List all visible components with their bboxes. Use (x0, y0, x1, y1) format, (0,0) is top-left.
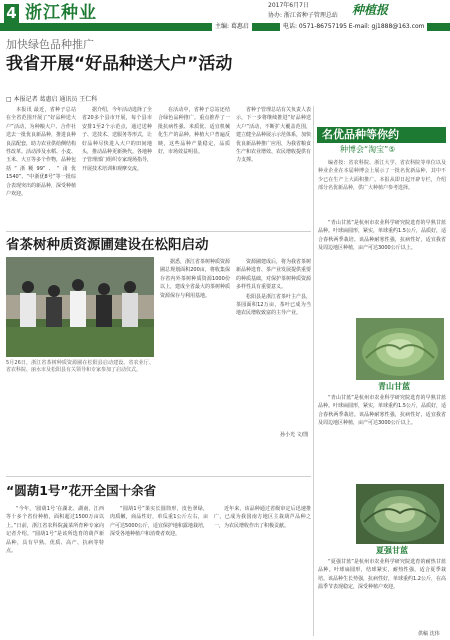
article-paragraph: 本报讯 最近，省种子总站在全省范围开展了“好品种送大户”活动，为种粮大户、合作社送去一批优良新品种，推进良种良法配套，助力农业供给侧结构性改革。活动涉及水稻、小麦、玉米、大豆等多个作物，品种包括“浙粳99”、“甬优1540”、“中浙优8号”等一批综合表现突出的新品种，深受种植户欢迎。 (6, 107, 76, 198)
article-paragraph: 据介绍，今年活动选择了全省20多个县市开展，每个县市安排1至2个示范点，通过送种子、送技术、送服务等形式，让好品种尽快进入大户的田间地头，推动品种更新换代。各地种子管理部门组织专家现场指导，开展技术培训和观摩交流。 (82, 107, 152, 172)
variety-1-more (318, 394, 446, 482)
article-paragraph: 省种子管理总站有关负责人表示，下一步将继续推进“好品种送大户”活动，不断扩大覆盖范围，建立健全品种展示示范体系，加快优良新品种推广应用，为我省粮食生产和农业增效、农民增收提供有力支撑。 (236, 107, 311, 164)
variety-text: “夏强甘蓝”是杭州市农业科学研究院选育的耐热甘蓝品种。叶球扁圆形，结球紧实，耐热性强，适合夏季栽培。该品种生长势强，抗病性好，单球重约1.2公斤，在高温季节表现稳定，深受种植户欢迎。 (318, 559, 446, 591)
main-column-1 (6, 106, 76, 228)
section3-column-2 (110, 505, 208, 635)
paper-name: 种植报 (352, 3, 389, 17)
cabbage-photo-2 (356, 484, 444, 544)
column-divider (313, 106, 314, 636)
page-number: 4 (4, 4, 19, 23)
article-paragraph: 松阳县是浙江省茶叶主产县，茶园面积12万亩，茶叶已成为当地农民增收致富的主导产业。 (236, 293, 311, 317)
section2-headline: 省茶树种质资源圃建设在松阳启动 (6, 237, 209, 253)
variety-1-text (318, 219, 446, 319)
variety-2-text (318, 558, 446, 630)
variety-text: “青山甘蓝”是杭州市农业科学研究院选育的早熟甘蓝品种。叶球扁圆形，紧实，单球重约1.5公斤，品质好，适合春秋两季栽培。该品种耐寒性强，抗病性好，适宜我省及周边地区种植，亩产可达3000公斤以上。 (318, 395, 446, 427)
section-divider (6, 231, 311, 232)
co-organizer: 协办: 浙江省种子管理总站 (268, 12, 338, 19)
editor: 主编: 葛惠启 (212, 22, 252, 31)
sidebar-intro (318, 159, 446, 215)
sidebar-title: 名优品种等你约 (317, 127, 446, 143)
photo-caption: 5月26日，浙江省茶树种质资源圃在松阳县启动建设。省农业厅、省农科院、丽水市及松阳县有关领导和专家参加了启动仪式。 (6, 360, 154, 373)
cabbage-photo-1 (356, 318, 444, 380)
main-kicker: 加快绿色品种推广 (6, 38, 94, 51)
sidebar-intro-text: 编者按：省农科院、浙江大学、省农科院等单位以及种业企业在本届种博会上展示了一批名优新品种，其中不少已在生产上大面积推广。本报从即日起开辟专栏，介绍部分名优新品种，供广大种植户参考选择。 (318, 160, 446, 192)
main-column-3 (158, 106, 230, 228)
main-column-2 (82, 106, 152, 228)
section-title: 浙江种业 (25, 3, 97, 23)
main-column-4 (236, 106, 311, 228)
contact-info: 电话: 0571-86757195 E-mail: gj1888@163.com (280, 22, 427, 31)
section3-column-1 (6, 505, 104, 635)
sidebar-subtitle: 种博会“淘宝”⑤ (340, 145, 396, 154)
article-paragraph: 在活动中，省种子总站还结合绿色品种推广，重点推荐了一批抗病性强、米质优、适宜机械化生产的品种。种植大户普遍反映，这些品种产量稳定，品质好，市场效益明显。 (158, 107, 230, 156)
section2-column-1 (160, 258, 230, 428)
variety-2-name: 夏强甘蓝 (376, 546, 408, 555)
article-paragraph: “圆葫1号”果实长圆筒形，皮色翠绿，肉质嫩，商品性好，单瓜重1公斤左右，亩产可达5000公斤，适宜保护地和露地栽培，深受各地种植户和消费者欢迎。 (110, 506, 208, 538)
issue-date: 2017年6月7日 (268, 2, 309, 9)
sidebar-author: 供稿 沈伟 (418, 631, 440, 637)
article-paragraph: 资源圃建成后，将为我省茶树新品种选育、茶产业发展提供重要的种质基础，对保护茶树种质资源多样性具有重要意义。 (236, 259, 311, 291)
section3-column-3 (214, 505, 311, 635)
article-paragraph: 近年来，该品种通过省级审定后迅速推广，已成为我国南方地区主栽葫芦品种之一，为农民增收作出了积极贡献。 (214, 506, 311, 529)
variety-text: “青山甘蓝”是杭州市农业科学研究院选育的早熟甘蓝品种。叶球扁圆形，紧实，单球重约1.5公斤，品质好，适合春秋两季栽培。该品种耐寒性强，抗病性好，适宜我省及周边地区种植，亩产可达3000公斤以上。 (318, 220, 446, 252)
main-byline: □ 本报记者 葛惠启 通讯员 王仁科 (6, 96, 98, 103)
page-header (0, 0, 450, 34)
ceremony-photo (6, 257, 154, 357)
section2-column-2 (236, 258, 311, 428)
article-paragraph: 据悉，浙江省茶树种质资源圃总规划面积200亩，将收集保存省内外茶树种质资源1000份以上，建成全省最大的茶树种质资源保存与利用基地。 (160, 259, 230, 299)
section-divider (6, 476, 311, 477)
variety-1-name: 青山甘蓝 (378, 382, 410, 391)
main-headline: 我省开展“好品种送大户”活动 (6, 54, 233, 74)
section2-author: 孙小光 文/图 (280, 432, 309, 438)
article-paragraph: “今年，‘圆葫1号’在湖北、湖南、江西等十多个省份种植，面积超过1500万亩以上。”日前，浙江省农科院蔬菜所育种专家向记者介绍。“圆葫1号”是该所选育的葫芦新品种，具有早熟、优质、高产、抗病等特点。 (6, 506, 104, 555)
section3-headline: “圆葫1号”花开全国十余省 (6, 483, 157, 498)
